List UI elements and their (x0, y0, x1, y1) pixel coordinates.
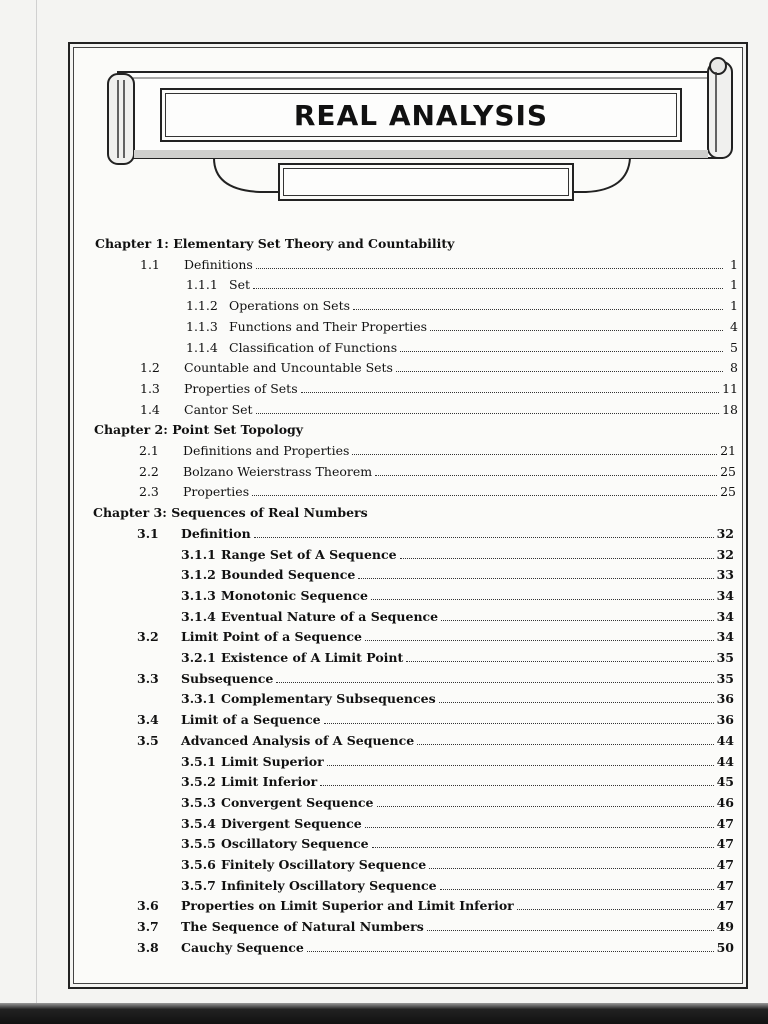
section-number: 1.1 (140, 256, 160, 272)
entry-title: Properties on Limit Superior and Limit Inferior (181, 898, 514, 914)
entry-title: Definitions (184, 256, 253, 272)
toc-entry (181, 547, 734, 563)
section-number: 3.6 (137, 898, 159, 914)
toc-entry (139, 484, 736, 500)
dot-leader (439, 702, 714, 703)
dot-leader (254, 537, 714, 538)
page-number: 50 (716, 939, 734, 955)
section-number: 3.3 (137, 670, 159, 686)
subsection-number: 3.1.3 (181, 587, 216, 603)
page-number: 47 (716, 877, 734, 893)
dot-leader (430, 330, 723, 331)
page-number: 25 (720, 484, 736, 500)
entry-title: Bounded Sequence (221, 567, 356, 583)
entry-title: Infinitely Oscillatory Sequence (221, 877, 437, 893)
toc-entry (181, 795, 734, 811)
entry-title: Properties of Sets (184, 380, 298, 396)
subsection-number: 3.5.3 (181, 794, 216, 810)
entry-title: Finitely Oscillatory Sequence (221, 857, 427, 872)
page-number: 47 (716, 857, 734, 872)
subsection-number: 3.2.1 (181, 650, 216, 665)
section-number: 3.5 (137, 732, 159, 748)
toc-entry (181, 774, 734, 790)
dot-leader (441, 620, 713, 621)
toc-entry (140, 402, 738, 418)
entry-title: Limit Point of a Sequence (181, 629, 362, 645)
dot-leader (375, 475, 717, 476)
subsection-number: 3.1.4 (181, 608, 216, 624)
chapter-heading: Chapter 3: Sequences of Real Numbers (93, 505, 368, 521)
entry-title: Set (229, 277, 250, 293)
entry-title: Advanced Analysis of A Sequence (181, 732, 415, 748)
dot-leader (371, 599, 714, 600)
page-number: 49 (716, 919, 734, 935)
toc-entry (139, 464, 736, 480)
entry-title: Operations on Sets (229, 298, 351, 314)
toc-entry (139, 443, 736, 459)
subsection-number: 3.1.1 (181, 546, 216, 562)
entry-title: Definitions and Properties (183, 443, 350, 458)
dot-leader (400, 351, 723, 352)
chapter-heading: Chapter 1: Elementary Set Theory and Countability (95, 236, 455, 251)
entry-title: Oscillatory Sequence (221, 836, 369, 852)
subsection-number: 3.1.2 (181, 567, 216, 583)
entry-title: Convergent Sequence (221, 794, 374, 810)
page-number: 35 (716, 670, 734, 686)
dot-leader (440, 889, 714, 890)
toc-entry (181, 567, 734, 583)
section-number: 2.1 (139, 443, 159, 458)
chapter-heading: Chapter 2: Point Set Topology (94, 422, 304, 438)
dot-leader (352, 454, 717, 455)
entry-title: The Sequence of Natural Numbers (181, 919, 424, 935)
toc-entry (181, 878, 734, 894)
page-number: 36 (716, 691, 734, 707)
toc-entry (181, 816, 734, 832)
entry-title: Monotonic Sequence (221, 587, 368, 603)
page-number: 36 (716, 712, 734, 728)
page-number: 34 (716, 608, 734, 624)
dot-leader (517, 909, 714, 910)
page-number: 45 (716, 774, 734, 790)
toc-entry (137, 629, 734, 645)
toc-entry (137, 919, 734, 935)
dot-leader (377, 806, 714, 807)
section-number: 1.4 (140, 401, 160, 417)
dot-leader (400, 558, 714, 559)
subsection-number: 1.1.1 (186, 277, 218, 293)
dot-leader (358, 578, 713, 579)
toc-entry (181, 836, 734, 852)
toc-entry (140, 360, 738, 376)
dot-leader (365, 827, 714, 828)
toc-entry (181, 691, 734, 707)
dot-leader (256, 268, 723, 269)
page-number: 8 (730, 360, 738, 376)
page-number: 5 (730, 339, 738, 355)
page-number: 47 (716, 898, 734, 914)
page-number: 32 (716, 546, 734, 562)
page-number: 32 (716, 525, 734, 541)
section-number: 2.2 (139, 463, 159, 479)
page-number: 47 (716, 836, 734, 852)
dot-leader (427, 930, 714, 931)
section-number: 2.3 (139, 484, 159, 500)
subsection-number: 3.5.6 (181, 857, 216, 872)
section-number: 1.2 (140, 360, 160, 376)
dot-leader (327, 765, 714, 766)
page-number: 1 (730, 277, 738, 293)
book-title: REAL ANALYSIS (293, 98, 549, 132)
entry-title: Limit Inferior (221, 774, 318, 790)
dot-leader (276, 682, 713, 683)
page-number: 44 (716, 753, 734, 769)
subtitle-box (278, 163, 574, 201)
subsection-number: 1.1.4 (186, 339, 218, 355)
dot-leader (320, 785, 713, 786)
entry-title: Range Set of A Sequence (221, 546, 397, 562)
title-box (160, 88, 682, 142)
toc-entry (186, 340, 738, 356)
page-number: 47 (716, 815, 734, 831)
toc-entry (137, 940, 734, 956)
entry-title: Limit of a Sequence (181, 712, 321, 728)
entry-title: Eventual Nature of a Sequence (221, 608, 439, 624)
toc-entry (186, 298, 738, 314)
scan-bottom-edge (0, 1003, 768, 1024)
subsection-number: 3.3.1 (181, 691, 216, 707)
page-number: 1 (730, 256, 738, 272)
dot-leader (365, 640, 714, 641)
toc-entry (181, 857, 734, 873)
dot-leader (256, 413, 720, 414)
dot-leader (406, 661, 713, 662)
entry-title: Cauchy Sequence (181, 939, 304, 955)
entry-title: Bolzano Weierstrass Theorem (183, 463, 373, 479)
dot-leader (429, 868, 713, 869)
dot-leader (253, 288, 723, 289)
entry-title: Existence of A Limit Point (221, 650, 404, 665)
section-number: 3.7 (137, 919, 159, 935)
subsection-number: 3.5.2 (181, 774, 216, 790)
dot-leader (353, 309, 723, 310)
entry-title: Properties (183, 484, 250, 500)
page-number: 21 (720, 443, 736, 458)
toc-entry (137, 712, 734, 728)
page-number: 33 (716, 567, 734, 583)
subsection-number: 3.5.7 (181, 877, 216, 893)
toc-entry (137, 898, 734, 914)
toc-entry (181, 588, 734, 604)
dot-leader (372, 847, 714, 848)
section-number: 3.4 (137, 712, 159, 728)
entry-title: Cantor Set (184, 401, 253, 417)
page-number: 25 (720, 463, 736, 479)
entry-title: Divergent Sequence (221, 815, 362, 831)
subsection-number: 1.1.2 (186, 298, 218, 314)
dot-leader (396, 371, 723, 372)
toc-entry (137, 526, 734, 542)
subsection-number: 1.1.3 (186, 318, 218, 334)
page-number: 18 (722, 401, 738, 417)
dot-leader (252, 495, 717, 496)
page-number: 35 (716, 650, 734, 665)
entry-title: Functions and Their Properties (229, 318, 428, 334)
page-number: 44 (716, 732, 734, 748)
section-number: 1.3 (140, 380, 160, 396)
toc-entry (186, 319, 738, 335)
section-number: 3.2 (137, 629, 159, 645)
page-number: 1 (730, 298, 738, 314)
section-number: 3.1 (137, 525, 159, 541)
subsection-number: 3.5.5 (181, 836, 216, 852)
entry-title: Complementary Subsequences (221, 691, 436, 707)
section-number: 3.8 (137, 939, 159, 955)
dot-leader (301, 392, 719, 393)
page-number: 4 (730, 318, 738, 334)
entry-title: Countable and Uncountable Sets (184, 360, 393, 376)
entry-title: Limit Superior (221, 753, 324, 769)
subsection-number: 3.5.4 (181, 815, 216, 831)
page-number: 34 (716, 587, 734, 603)
entry-title: Subsequence (181, 670, 274, 686)
page-number: 11 (722, 380, 738, 396)
entry-title: Classification of Functions (229, 339, 398, 355)
toc-entry (186, 277, 738, 293)
dot-leader (324, 723, 714, 724)
toc-entry (181, 609, 734, 625)
page-number: 34 (716, 629, 734, 645)
toc-entry (137, 671, 734, 687)
page-number: 46 (716, 794, 734, 810)
toc-entry (140, 381, 738, 397)
toc-entry (181, 650, 734, 666)
dot-leader (417, 744, 713, 745)
toc-entry (181, 754, 734, 770)
toc-entry (140, 257, 738, 273)
dot-leader (307, 951, 714, 952)
toc-entry (137, 733, 734, 749)
subsection-number: 3.5.1 (181, 753, 216, 769)
entry-title: Definition (181, 525, 251, 541)
